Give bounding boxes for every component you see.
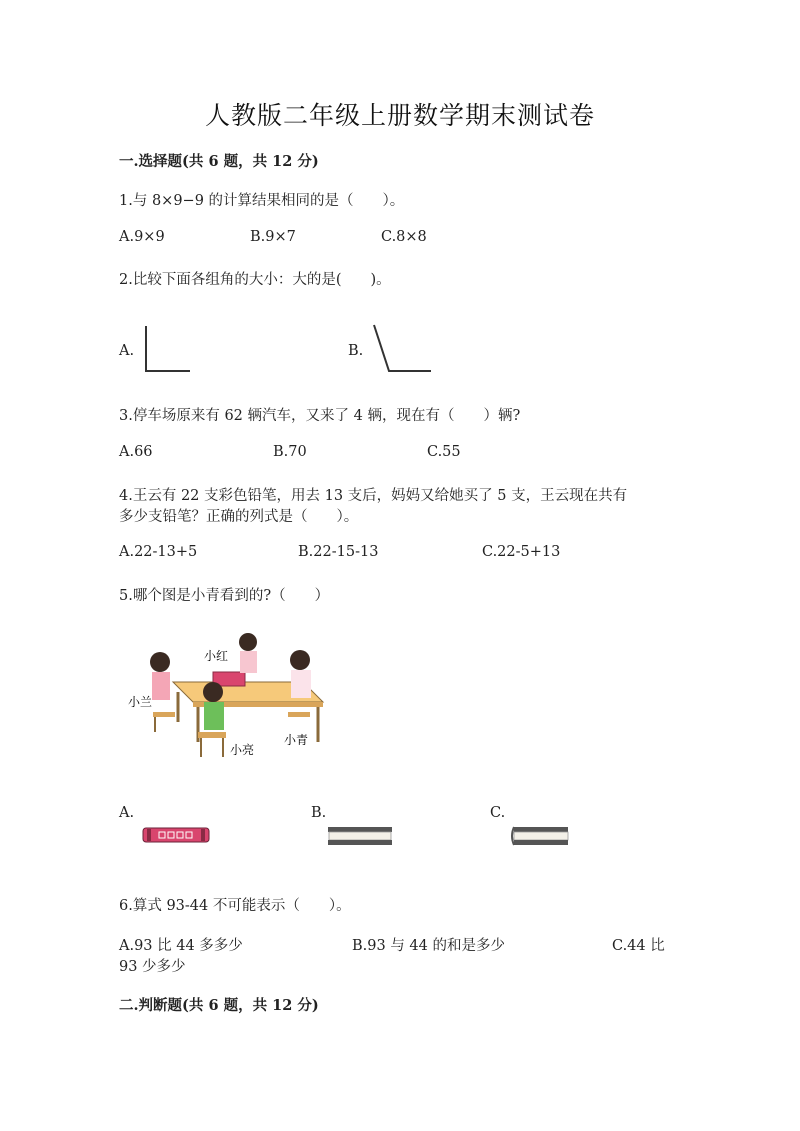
angle-a-figure: [140, 322, 195, 377]
q4-option-a[interactable]: A.22-13+5: [119, 544, 198, 560]
question-5: 5.哪个图是小青看到的?（ ）: [119, 588, 330, 604]
question-4-line-1: 4.王云有 22 支彩色铅笔，用去 13 支后，妈妈又给她买了 5 支，王云现在共有: [119, 488, 628, 504]
section-heading-choice: 一.选择题(共 6 题，共 12 分): [119, 153, 319, 170]
q4-option-b[interactable]: B.22-15-13: [298, 544, 379, 560]
q1-option-b[interactable]: B.9×7: [250, 229, 296, 245]
label-xiaolan: 小兰: [128, 695, 153, 709]
q6-option-a[interactable]: A.93 比 44 多多少: [119, 938, 243, 954]
book-view-c-figure: [510, 825, 572, 847]
q2-option-a[interactable]: A.: [119, 343, 135, 359]
label-xiaoqing: 小青: [284, 733, 309, 747]
label-xiaohong: 小红: [204, 649, 229, 663]
question-3: 3.停车场原来有 62 辆汽车，又来了 4 辆，现在有（ ）辆?: [119, 408, 521, 424]
q1-option-c[interactable]: C.8×8: [381, 229, 427, 245]
book-view-b-figure: [326, 825, 396, 847]
q4-option-c[interactable]: C.22-5+13: [482, 544, 561, 560]
q3-option-b[interactable]: B.70: [273, 444, 307, 460]
q1-option-a[interactable]: A.9×9: [119, 229, 165, 245]
page-title: 人教版二年级上册数学期末测试卷: [204, 101, 595, 130]
book-view-a-figure: [142, 826, 212, 846]
table-scene-illustration: [128, 632, 348, 767]
q6-option-c-line-1[interactable]: C.44 比: [612, 938, 665, 954]
q3-option-c[interactable]: C.55: [427, 444, 461, 460]
question-2: 2.比较下面各组角的大小：大的是( )。: [119, 272, 391, 288]
q2-option-b[interactable]: B.: [348, 343, 364, 359]
question-1: 1.与 8×9−9 的计算结果相同的是（ ）。: [119, 193, 405, 209]
q6-option-b[interactable]: B.93 与 44 的和是多少: [352, 938, 505, 954]
q5-option-a[interactable]: A.: [119, 805, 135, 821]
section-heading-judgement: 二.判断题(共 6 题，共 12 分): [119, 997, 319, 1014]
question-6: 6.算式 93-44 不可能表示（ ）。: [119, 898, 351, 914]
q5-option-b[interactable]: B.: [311, 805, 327, 821]
q6-option-c-line-2[interactable]: 93 少多少: [119, 959, 186, 975]
label-xiaoliang: 小亮: [230, 743, 255, 757]
q3-option-a[interactable]: A.66: [119, 444, 153, 460]
question-4-line-2: 多少支铅笔？正确的列式是（ ）。: [119, 509, 359, 525]
angle-b-figure: [368, 320, 438, 376]
q5-option-c[interactable]: C.: [490, 805, 506, 821]
